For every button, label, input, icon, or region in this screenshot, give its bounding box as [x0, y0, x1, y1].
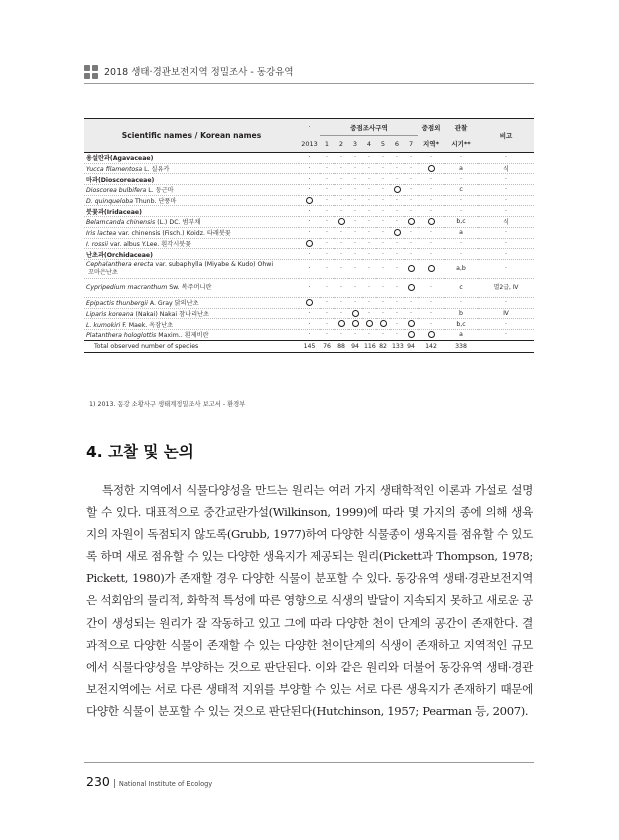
table-cell: · [340, 284, 342, 292]
authority-korean-name: Maxim.. 흰제비란 [156, 332, 209, 340]
observed-mark [390, 227, 404, 238]
observed-mark [334, 319, 348, 330]
table-cell: · [326, 154, 328, 162]
table-cell: · [308, 218, 311, 226]
col-site: 7 [404, 136, 418, 153]
table-cell: · [354, 331, 356, 339]
note-cell: · [505, 186, 507, 194]
table-cell: · [368, 331, 370, 339]
table-cell: · [396, 309, 398, 317]
table-cell: · [382, 186, 384, 194]
table-cell: · [308, 309, 311, 317]
observed-circle-icon [394, 186, 401, 193]
authority-korean-name: L. 둥근마 [146, 187, 174, 195]
observed-circle-icon [428, 218, 435, 225]
table-cell: · [430, 197, 432, 205]
note-cell: 멸2급, Ⅳ [493, 284, 519, 292]
observed-mark [299, 297, 320, 308]
table-cell: · [354, 165, 356, 173]
col-flower-l1: 관찰 [444, 119, 478, 136]
table-cell: · [368, 197, 370, 205]
table-cell: · [326, 229, 328, 237]
authority-korean-name: Sw. 복주머니란 [167, 284, 212, 292]
table-cell: · [410, 250, 412, 258]
observed-circle-icon [352, 320, 359, 327]
total-value: 133 [392, 342, 404, 350]
table-cell: · [340, 207, 342, 215]
table-cell: · [326, 250, 328, 258]
col-prior-year: 2013 [299, 136, 320, 153]
table-cell: · [326, 331, 328, 339]
species-name [84, 297, 299, 308]
col-flower-l2: 시기** [444, 136, 478, 153]
note-cell: · [505, 331, 507, 339]
table-cell: a [459, 165, 463, 173]
total-value: 94 [351, 342, 359, 350]
observed-mark [418, 329, 444, 340]
note-cell: · [505, 250, 507, 258]
table-cell: · [354, 239, 356, 247]
institute-name: National Institute of Ecology [118, 780, 213, 788]
table-cell: · [340, 186, 342, 194]
table-cell: · [340, 265, 342, 273]
table-cell: · [396, 175, 398, 183]
table-cell: · [340, 154, 342, 162]
species-name [84, 238, 299, 249]
species-row [84, 259, 534, 278]
table-cell: · [410, 239, 412, 247]
note-cell: · [505, 239, 507, 247]
species-row [84, 297, 534, 308]
species-name [84, 329, 299, 340]
scientific-name: Cypripedium macranthum [86, 284, 168, 292]
table-cell: · [326, 265, 328, 273]
species-row [84, 227, 534, 238]
table-cell: · [396, 239, 398, 247]
table-cell: · [326, 309, 328, 317]
table-cell: · [382, 154, 384, 162]
table-cell: · [326, 218, 328, 226]
observed-mark [348, 308, 362, 319]
table-cell: · [340, 239, 342, 247]
col-prior-mark: · [299, 119, 320, 136]
scientific-name: Liparis koreana [86, 310, 134, 318]
table-body [84, 153, 534, 353]
observed-circle-icon [408, 320, 415, 327]
scientific-name: Belamcanda chinensis [86, 219, 156, 227]
table-cell: · [460, 239, 462, 247]
family-row [84, 206, 534, 217]
observed-mark [404, 217, 418, 228]
table-cell: · [410, 299, 412, 307]
table-cell: · [410, 154, 412, 162]
observed-circle-icon [428, 265, 435, 272]
species-row [84, 195, 534, 206]
authority-korean-name: var. chinensis (Fisch.) Koidz. 타래붓꽃 [116, 230, 231, 238]
page-number: 230 [86, 774, 110, 789]
table-cell: · [368, 165, 370, 173]
table-cell: · [308, 165, 311, 173]
observed-circle-icon [408, 265, 415, 272]
table-cell: · [368, 309, 370, 317]
table-cell: · [430, 250, 432, 258]
col-survey-group: 중점조사구역 [320, 119, 418, 136]
korean-name: 꼬마은난초 [88, 268, 118, 276]
table-cell: · [354, 218, 356, 226]
table-cell: · [368, 299, 370, 307]
table-cell: · [308, 265, 311, 273]
family-row [84, 153, 534, 164]
table-cell: · [308, 320, 311, 328]
page-footer [86, 771, 212, 790]
observed-mark [404, 259, 418, 278]
observed-circle-icon [306, 299, 313, 306]
total-value: 116 [364, 342, 376, 350]
table-head [84, 119, 534, 153]
col-name-header: Scientific names / Korean names [84, 119, 299, 153]
table-cell: · [368, 218, 370, 226]
observed-mark [362, 319, 376, 330]
table-cell: · [340, 175, 342, 183]
observed-circle-icon [394, 229, 401, 236]
table-cell: · [354, 299, 356, 307]
species-row [84, 217, 534, 228]
table-cell: · [382, 265, 384, 273]
table-cell: · [460, 154, 462, 162]
species-row [84, 308, 534, 319]
table-cell: · [396, 250, 398, 258]
observed-circle-icon [306, 197, 313, 204]
authority-korean-name: F. Maek. 옥잠난초 [120, 321, 174, 329]
table-cell: · [396, 331, 398, 339]
table-cell: a [459, 229, 463, 237]
total-value: 94 [407, 342, 415, 350]
scientific-name: Iris lactea [86, 230, 117, 238]
table-cell: · [430, 186, 432, 194]
table-cell: · [460, 197, 462, 205]
observed-mark [418, 217, 444, 228]
discussion-paragraph: 특정한 지역에서 식물다양성을 만드는 원리는 여러 가지 생태학적인 이론과 가설로 설명할 수 있다. 대표적으로 중간교란가설(Wilkinson, 1999)에 따라 몇 가지의 종에 의해 생육지의 자원이 독점되지 않도록(Grubb, 1977)하여 다양한 식물종이 생육지를 점유할 수 있도록 하며 새로 점유할 수 있는 다양한 생육지가 제공되는 원리(Pickett과 Thompson, 1978; Pickett, 1980)가 존재할 경우 다양한 식물이 분포할 수 있다. 동강유역 생태·경관보전지역은 석회암의 물리적, 화학적 특성에 따른 영향으로 식생의 발달이 지속되지 못하고 새로운 공간이 생성되는 원리가 잘 작동하고 있고 그에 따라 다양한 천이 단계의 공간이 존재한다. 결과적으로 다양한 식물이 존재할 수 있는 다양한 천이단계의 식생이 존재하고 지역적인 규모에서 식물다양성을 부양하는 것으로 판단된다. 이와 같은 원리와 더불어 동강유역 생태·경관보전지역에는 서로 다른 생태적 지위를 부양할 수 있는 서로 다른 생육지가 존재하기 때문에 다양한 식물이 분포할 수 있는 것으로 판단된다(Hutchinson, 1957; Pearman 등, 2007). [86, 483, 533, 718]
table-cell: · [368, 154, 370, 162]
observed-circle-icon [338, 218, 345, 225]
table-cell: · [340, 299, 342, 307]
observed-circle-icon [380, 320, 387, 327]
col-site: 2 [334, 136, 348, 153]
table-cell: · [326, 320, 328, 328]
table-cell: a,b [456, 265, 466, 273]
table-cell: · [326, 284, 328, 292]
table-cell: · [430, 239, 432, 247]
table-cell: · [410, 165, 412, 173]
section-title: 4. 고찰 및 논의 [86, 443, 194, 461]
species-row [84, 319, 534, 330]
table-cell: · [308, 186, 311, 194]
note-cell: · [505, 207, 507, 215]
col-site: 5 [376, 136, 390, 153]
scientific-name: Cephalanthera erecta [86, 261, 154, 269]
table-cell: · [410, 197, 412, 205]
species-name [84, 195, 299, 206]
table-head-row-1 [84, 119, 534, 136]
observed-mark [299, 238, 320, 249]
authority-korean-name: Thunb. 단풍마 [133, 198, 177, 206]
table-cell: · [340, 197, 342, 205]
col-site: 1 [320, 136, 334, 153]
table-cell: · [410, 309, 412, 317]
scientific-name: Platanthera hologlottis [86, 332, 157, 340]
table-cell: · [340, 331, 342, 339]
table-cell: · [430, 299, 432, 307]
col-expected-l1: 중점외 [418, 119, 444, 136]
species-name [84, 308, 299, 319]
table-cell: · [430, 309, 432, 317]
table-cell: · [430, 320, 432, 328]
col-site: 6 [390, 136, 404, 153]
header-rule [84, 83, 534, 84]
col-site: 3 [348, 136, 362, 153]
table-cell: c [459, 284, 463, 292]
table-cell: · [368, 265, 370, 273]
table-cell: · [460, 175, 462, 183]
table-cell: · [382, 165, 384, 173]
table-cell: · [382, 207, 384, 215]
note-cell: 식 [503, 166, 509, 174]
authority-korean-name: (Nakai) Nakai 참나리난초 [133, 310, 210, 318]
table-cell: · [326, 299, 328, 307]
table-cell: · [410, 186, 412, 194]
authority-korean-name: var. subaphylla (Miyabe & Kudo) Ohwi [153, 261, 274, 269]
table-cell: · [382, 239, 384, 247]
table-cell: · [368, 250, 370, 258]
species-row [84, 185, 534, 196]
table-cell: · [382, 299, 384, 307]
total-value: 88 [337, 342, 345, 350]
table-cell: · [368, 229, 370, 237]
table-footnote: 1) 2013. 동강 소황사구 생태계정밀조사 보고서 - 환경부 [89, 401, 246, 408]
note-cell: · [505, 265, 507, 273]
table-cell: · [354, 154, 356, 162]
observed-circle-icon [352, 310, 359, 317]
table-cell: · [396, 284, 398, 292]
table-cell: · [354, 229, 356, 237]
table-cell: b [459, 309, 463, 317]
table-cell: · [396, 299, 398, 307]
note-cell: · [505, 229, 507, 237]
table-cell: · [460, 299, 462, 307]
species-name [84, 163, 299, 174]
observed-circle-icon [408, 218, 415, 225]
family-name: 붓꽃과(Iridaceae) [86, 208, 142, 216]
scientific-name: L. kumokiri [86, 321, 121, 329]
observed-mark [390, 185, 404, 196]
species-row [84, 329, 534, 340]
table-cell: · [396, 165, 398, 173]
species-row [84, 278, 534, 297]
note-cell: · [505, 175, 507, 183]
observed-circle-icon [408, 284, 415, 291]
observed-circle-icon [428, 331, 435, 338]
table-cell: · [368, 186, 370, 194]
table-cell: · [410, 229, 412, 237]
observed-mark [418, 163, 444, 174]
table-cell: · [354, 284, 356, 292]
table-cell: · [368, 207, 370, 215]
table-cell: · [308, 154, 311, 162]
note-cell: · [505, 197, 507, 205]
observed-mark [334, 217, 348, 228]
table-cell: · [354, 265, 356, 273]
table-cell: · [410, 207, 412, 215]
observed-mark [418, 259, 444, 278]
species-row [84, 238, 534, 249]
family-name: 난초과(Orchidaceae) [86, 251, 153, 259]
observed-mark [404, 319, 418, 330]
table-cell: · [308, 331, 311, 339]
observed-mark [404, 278, 418, 297]
table-cell: · [326, 186, 328, 194]
table-cell: · [308, 207, 311, 215]
table-cell: · [340, 229, 342, 237]
col-site: 4 [362, 136, 376, 153]
note-cell: Ⅳ [503, 309, 509, 317]
scientific-name: Epipactis thunbergii [86, 300, 148, 308]
total-row [84, 340, 534, 352]
species-row [84, 163, 534, 174]
table-cell: · [340, 250, 342, 258]
family-name: 용설란과(Agavaceae) [86, 155, 154, 163]
table-cell: · [382, 175, 384, 183]
observed-mark [376, 319, 390, 330]
table-cell: · [396, 218, 398, 226]
authority-korean-name: var. albus Y.Lee. 흰각시붓꽃 [107, 240, 192, 248]
table-cell: · [396, 154, 398, 162]
observed-circle-icon [408, 331, 415, 338]
authority-korean-name: A. Gray 닭의난초 [147, 300, 199, 308]
total-value: 338 [455, 342, 467, 350]
species-name [84, 319, 299, 330]
table-cell: · [368, 239, 370, 247]
scientific-name: Yucca filamentosa [86, 166, 143, 174]
table-cell: · [368, 175, 370, 183]
table-cell: · [326, 165, 328, 173]
running-title: 2018 생태·경관보전지역 정밀조사 - 동강유역 [104, 67, 294, 78]
table-cell: · [326, 239, 328, 247]
total-value: 142 [425, 342, 437, 350]
authority-korean-name: (L.) DC. 범부채 [155, 219, 201, 227]
note-cell: · [505, 320, 507, 328]
observed-circle-icon [428, 165, 435, 172]
table-cell: · [396, 320, 398, 328]
table-cell: · [430, 154, 432, 162]
table-cell: c [459, 186, 463, 194]
table-cell: · [382, 250, 384, 258]
table-cell: · [382, 218, 384, 226]
note-cell: 식 [503, 219, 509, 227]
table-cell: b,c [456, 320, 466, 328]
note-cell: · [505, 299, 507, 307]
observed-circle-icon [366, 320, 373, 327]
table-cell: · [340, 165, 342, 173]
table-cell: · [460, 207, 462, 215]
observed-mark [404, 329, 418, 340]
running-header [84, 63, 544, 81]
observed-circle-icon [338, 320, 345, 327]
table-cell: · [308, 229, 311, 237]
authority-korean-name: L. 실유카 [142, 166, 170, 174]
table-cell: · [354, 207, 356, 215]
table-cell: · [396, 265, 398, 273]
col-expected-l2: 지역* [418, 136, 444, 153]
family-name: 마과(Dioscoreaceae) [86, 176, 155, 184]
total-value: 145 [303, 342, 316, 350]
species-table [84, 118, 534, 353]
species-name [84, 185, 299, 196]
footer-separator: | [112, 779, 116, 789]
table-cell: · [368, 284, 370, 292]
scientific-name: Dioscorea bulbifera [86, 187, 147, 195]
total-value: 82 [379, 342, 387, 350]
species-name [84, 227, 299, 238]
table-cell: · [382, 331, 384, 339]
species-name [84, 259, 299, 278]
table-cell: · [308, 250, 311, 258]
table-cell: · [326, 197, 328, 205]
total-value: 76 [323, 342, 331, 350]
species-name [84, 217, 299, 228]
table-cell: · [396, 197, 398, 205]
header-squares-icon [84, 65, 100, 79]
note-cell: · [505, 154, 507, 162]
table-cell: · [340, 309, 342, 317]
table-cell: · [382, 309, 384, 317]
observed-mark [348, 319, 362, 330]
table-cell: b,c [456, 218, 466, 226]
table-cell: a [459, 331, 463, 339]
scientific-name: D. quinqueloba [86, 198, 134, 206]
scientific-name: I. rossii [86, 240, 108, 248]
table-cell: · [326, 175, 328, 183]
table-cell: · [382, 229, 384, 237]
family-row [84, 174, 534, 185]
table-cell: · [430, 207, 432, 215]
table-cell: · [354, 250, 356, 258]
table-cell: · [430, 175, 432, 183]
family-row [84, 249, 534, 260]
species-name [84, 278, 299, 297]
table-cell: · [326, 207, 328, 215]
table-cell: · [430, 284, 432, 292]
table-cell: · [308, 284, 311, 292]
table-cell: · [396, 207, 398, 215]
table-cell: · [382, 284, 384, 292]
table-cell: · [382, 197, 384, 205]
table-cell: · [354, 186, 356, 194]
table-cell: · [430, 229, 432, 237]
table-cell: · [460, 250, 462, 258]
total-label: Total observed number of species [94, 342, 199, 350]
observed-circle-icon [306, 240, 313, 247]
table-cell: · [410, 175, 412, 183]
table-cell: · [308, 175, 311, 183]
observed-mark [299, 195, 320, 206]
footer-rule [84, 762, 534, 763]
total-value [478, 340, 534, 352]
table-cell: · [354, 197, 356, 205]
col-note-header: 비고 [478, 119, 534, 153]
table-cell: · [354, 175, 356, 183]
